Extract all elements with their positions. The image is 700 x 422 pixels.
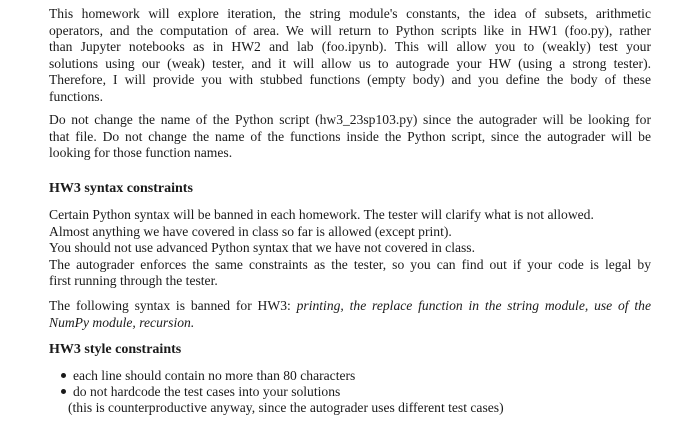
text-line: Therefore, I will provide you with stubbed functions (empty body) and you define the body of these <box>49 72 651 87</box>
text-line: functions. <box>49 88 103 104</box>
text-line: NumPy module, recursion. <box>49 314 195 330</box>
text-line: You should not use advanced Python syntax that we have not covered in class. <box>49 240 475 255</box>
text-line: This homework will explore iteration, the string module's constants, the idea of subsets, arithmetic <box>49 6 651 21</box>
list-item-text: do not hardcode the test cases into your solutions <box>73 384 341 399</box>
bullet-icon <box>61 389 66 394</box>
text-line: operators, and the computation of area. We will return to Python scripts like in HW1 (foo.py), rather <box>49 22 651 38</box>
text-line: solutions using our (weak) tester, and it will allow us to autograde your HW (using a strong tester). <box>49 55 651 71</box>
text-line: looking for those function names. <box>49 145 233 160</box>
list-item-continuation: (this is counterproductive anyway, since the autograder uses different test cases) <box>68 400 504 415</box>
text-line: Certain Python syntax will be banned in each homework. The tester will clarify what is not allowed. <box>49 207 594 222</box>
list-item <box>61 383 651 400</box>
text-line: than Jupyter notebooks as in HW2 and lab (foo.ipynb). This will allow you to (weakly) test your <box>49 39 651 54</box>
syntax-constraints-heading: HW3 syntax constraints <box>49 181 193 196</box>
text-line <box>49 297 651 314</box>
list-item <box>61 367 651 384</box>
banned-list: printing, the replace function in the string module, use of the <box>296 298 652 313</box>
text-line: Do not change the name of the Python script (hw3_23sp103.py) since the autograder will be looking for <box>49 112 651 127</box>
text-line: The autograder enforces the same constraints as the tester, so you can find out if your code is legal by <box>49 256 651 272</box>
text-line: Almost anything we have covered in class so far is allowed (except print). <box>49 223 452 239</box>
text-line: first running through the tester. <box>49 273 218 288</box>
banned-prefix: The following syntax is banned for HW3: <box>49 298 291 313</box>
style-constraints-heading: HW3 style constraints <box>49 342 182 357</box>
list-item-text: each line should contain no more than 80 characters <box>73 368 356 383</box>
bullet-icon <box>61 373 66 378</box>
text-line: that file. Do not change the name of the functions inside the Python script, since the autograder will be <box>49 128 651 144</box>
